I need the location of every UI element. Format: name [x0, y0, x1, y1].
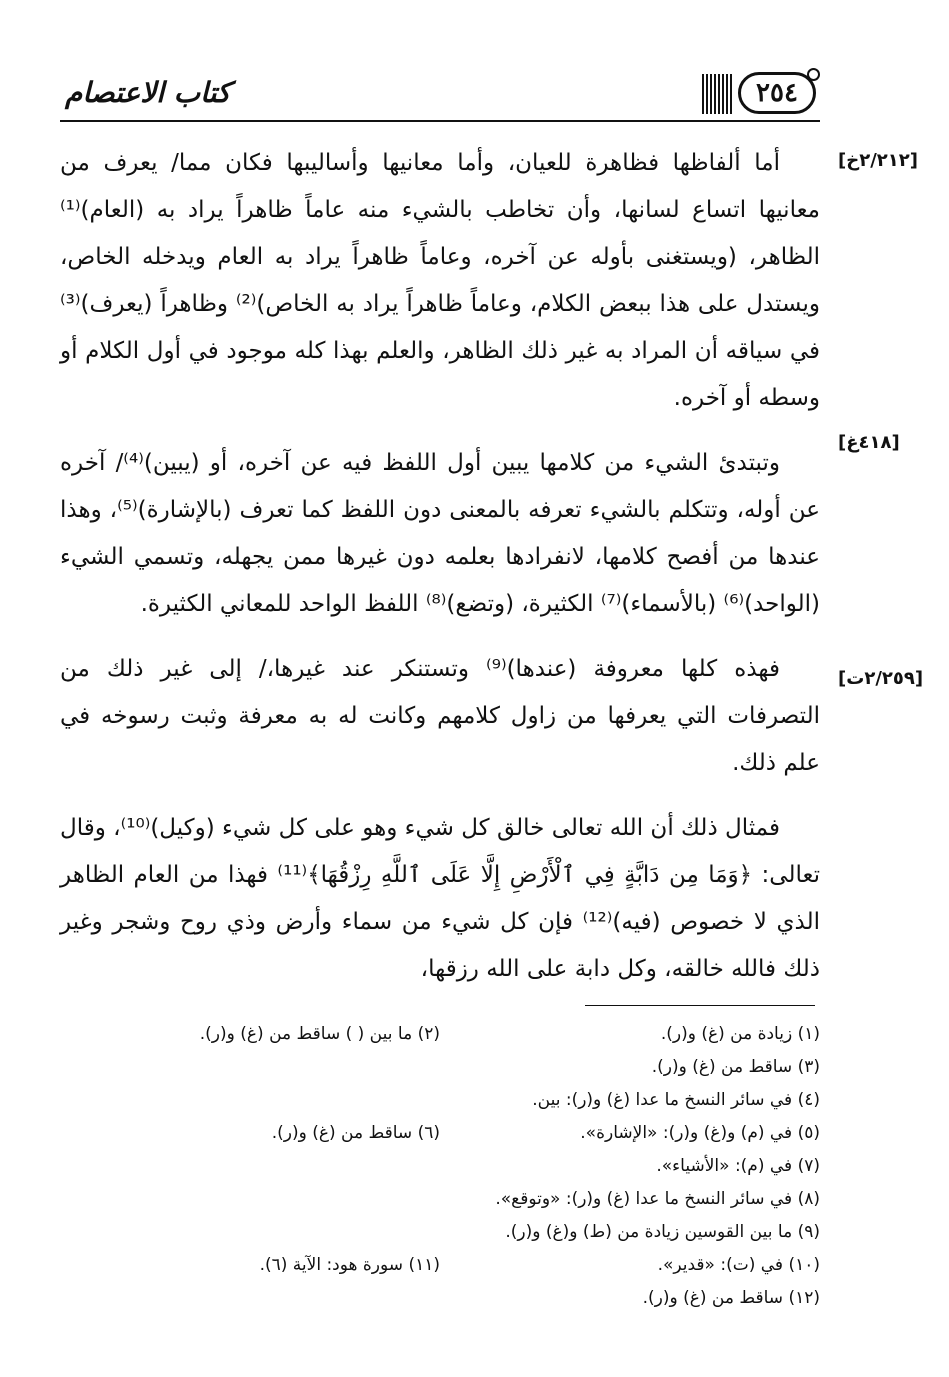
footnotes: [60, 1018, 820, 1315]
paragraph: وتبتدئ الشيء من كلامها يبين أول اللفظ فيه عن آخره، أو (يبين)⁽⁴⁾/ آخره عن أوله، وتتكلم بالشيء تعرفه بالمعنى دون اللفظ كما تعرف (بالإشارة)⁽⁵⁾، وهذا عندها من أفصح كلامها، لانفرادها بعلمه دون غيرها ممن يجهله، وتسمي الشيء (الواحد)⁽⁶⁾ (بالأسماء)⁽⁷⁾ الكثيرة، (وتضع)⁽⁸⁾ اللفظ الواحد للمعاني الكثيرة.: [60, 450, 820, 617]
page-header: [60, 68, 820, 124]
footnote-row: [60, 1150, 820, 1183]
margin-reference: [٤١٨غ]: [838, 432, 900, 453]
footnote: [60, 1282, 440, 1315]
footnote: (٦) ساقط من (غ) و(ر).: [271, 1123, 440, 1143]
footnote: [60, 1084, 440, 1117]
footnote-row: [60, 1018, 820, 1051]
footnote: [60, 1051, 440, 1084]
page-number-ornament: [702, 68, 820, 118]
footnote-row: [60, 1282, 820, 1315]
footnote: (٢) ما بين ( ) ساقط من (غ) و(ر).: [199, 1024, 440, 1044]
footnote-row: [60, 1183, 820, 1216]
footnote: (١١) سورة هود: الآية (٦).: [259, 1255, 440, 1275]
footnote-separator: [585, 1005, 815, 1006]
paragraph: أما ألفاظها فظاهرة للعيان، وأما معانيها وأساليبها فكان مما/ يعرف من معانيها اتساع لسانها، وأن تخاطب بالشيء منه عاماً ظاهراً يراد به (العام)⁽¹⁾ الظاهر، (ويستغنى بأوله عن آخره، وعاماً ظاهراً يراد به العام ويدخله الخاص، ويستدل على هذا ببعض الكلام، وعاماً ظاهراً يراد به الخاص)⁽²⁾ وظاهراً (يعرف)⁽³⁾ في سياقه أن المراد به غير ذلك الظاهر، والعلم بهذا كله موجود في أول الكلام أو وسطه أو آخره.: [60, 150, 820, 411]
footnote: [60, 1150, 440, 1183]
footnote: (٧) في (م): «الأشياء».: [656, 1156, 820, 1176]
footnote: [60, 1183, 440, 1216]
footnote: (١) زيادة من (غ) و(ر).: [660, 1024, 820, 1044]
paragraph: فهذه كلها معروفة (عندها)⁽⁹⁾ وتستنكر عند غيرها،/ إلى غير ذلك من التصرفات التي يعرفها من زاول كلامهم وكانت له به معرفة وثبت رسوخه في علم ذلك.: [60, 656, 820, 776]
footnote: (١٢) ساقط من (غ) و(ر).: [642, 1288, 820, 1308]
running-title: كتاب الاعتصام: [65, 76, 231, 109]
paragraph: فمثال ذلك أن الله تعالى خالق كل شيء وهو على كل شيء (وكيل)⁽¹⁰⁾، وقال تعالى: ﴿وَمَا مِن دَابَّةٍ فِي ٱلْأَرْضِ إِلَّا عَلَى ٱللَّهِ رِزْقُهَا﴾⁽¹¹⁾ فهذا من العام الظاهر الذي لا خصوص (فيه)⁽¹²⁾ فإن كل شيء من سماء وأرض وذي روح وشجر وغير ذلك فالله خالقه، وكل دابة على الله رزقها،: [60, 815, 820, 982]
footnote-row: [60, 1084, 820, 1117]
footnote: (٣) ساقط من (غ) و(ر).: [651, 1057, 820, 1077]
footnote-row: [60, 1249, 820, 1282]
ornament-dot: [807, 68, 820, 81]
footnote: [60, 1216, 440, 1249]
header-rule: [60, 120, 820, 122]
footnote: (٨) في سائر النسخ ما عدا (غ) و(ر): «وتوقع».: [495, 1189, 820, 1209]
footnote-row: [60, 1117, 820, 1150]
footnote: (٤) في سائر النسخ ما عدا (غ) و(ر): بين.: [532, 1090, 820, 1110]
footnote: (٥) في (م) و(غ) و(ر): «الإشارة».: [580, 1123, 820, 1143]
main-text: [60, 140, 820, 1011]
footnote: (١٠) في (ت): «قدير».: [657, 1255, 820, 1275]
footnote-row: [60, 1216, 820, 1249]
footnote: (٩) ما بين القوسين زيادة من (ط) و(غ) و(ر).: [505, 1222, 820, 1242]
margin-reference: [٢/٢٥٩ت]: [838, 668, 924, 689]
footnote-row: [60, 1051, 820, 1084]
decorative-bars: [702, 74, 734, 114]
margin-reference: [٢/٢١٢خ]: [838, 150, 918, 171]
page-number: ٢٥٤: [738, 72, 816, 114]
